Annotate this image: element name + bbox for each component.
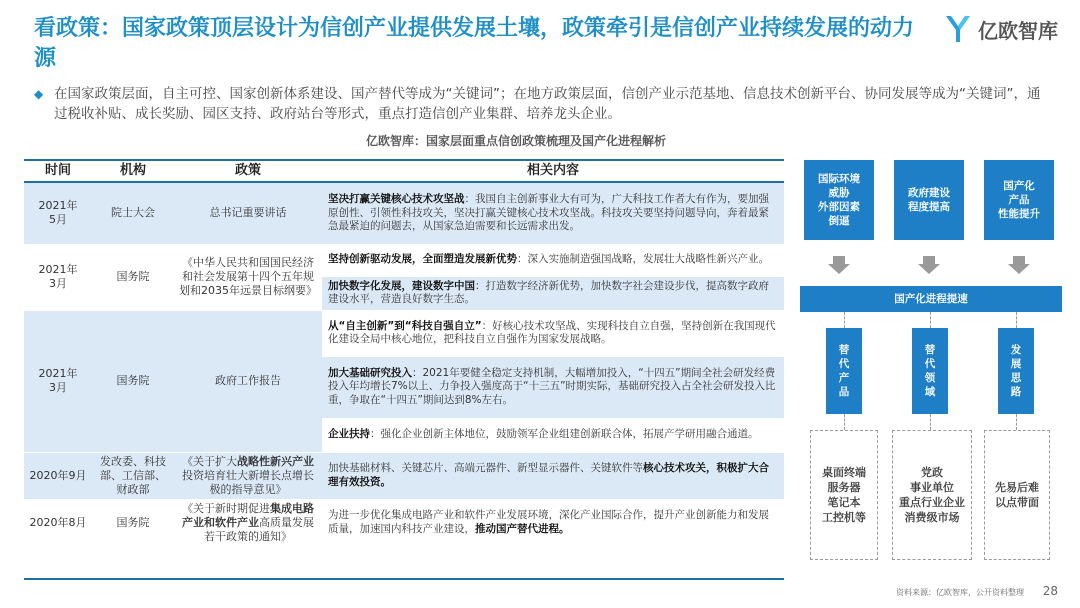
category-box-approach: 发 展 思 路 xyxy=(998,328,1034,414)
content-bold: 推动国产替代进程。 xyxy=(475,522,570,535)
connector-line xyxy=(930,414,931,430)
down-arrow-icon xyxy=(923,256,935,264)
brand-logo xyxy=(944,14,1058,44)
cell-policy: 政府工作报告 xyxy=(174,310,322,452)
cell-org: 发改委、科技部、工信部、财政部 xyxy=(92,452,174,499)
connector-line xyxy=(1016,312,1017,328)
logo-text: 亿欧智库 xyxy=(978,18,1058,43)
cell-content xyxy=(322,356,784,418)
content-text: ：2021年要健全稳定支持机制，大幅增加投入，“十四五”期间全社会研发经费投入年均增长7%以上、力争投入强度高于“十三五”时期实际，基础研究投入占全社会研发投入比重，争取在“十四五”期间达到8%左右。 xyxy=(328,366,776,406)
header-org: 机构 xyxy=(92,160,174,182)
policy-bold: 战略性新兴产业 xyxy=(237,454,314,468)
table-title: 亿欧智库：国家层面重点信创政策梳理及国产化进程解析 xyxy=(366,134,667,148)
cell-content xyxy=(322,276,784,310)
category-box-products: 替 代 产 品 xyxy=(826,328,862,414)
category-box-fields: 替 代 领 域 xyxy=(912,328,948,414)
policy-text: 高质量发展若干政策的通知》 xyxy=(204,515,314,543)
diamond-bullet-icon: ◆ xyxy=(34,87,44,101)
cell-org: 国务院 xyxy=(92,244,174,310)
driver-box-performance: 国产化 产品 性能提升 xyxy=(984,160,1054,240)
content-text: ：好核心技术攻坚战、实现科技自立自强，坚持创新在我国现代化建设全局中核心地位，把科技自立自强作为国家发展战略。 xyxy=(328,319,776,345)
detail-box-products: 桌面终端 服务器 笔记本 工控机等 xyxy=(810,430,878,560)
localization-banner: 国产化进程提速 xyxy=(800,286,1062,312)
header-time: 时间 xyxy=(24,160,92,182)
header-content: 相关内容 xyxy=(322,160,784,182)
cell-time: 2021年 3月 xyxy=(24,310,92,452)
cell-content xyxy=(322,418,784,452)
cell-time: 2021年 5月 xyxy=(24,182,92,244)
content-text: ：我国自主创新事业大有可为，广大科技工作者大有作为，要加强原创性、引领性科技攻关，坚决打赢关键核心技术攻坚战。科技攻关要坚持问题导向，奔着最紧急最紧迫的问题去，从国家急迫需要和长远需求出发。 xyxy=(328,193,769,232)
cell-org: 院士大会 xyxy=(92,182,174,244)
cell-policy xyxy=(174,499,322,546)
cell-content xyxy=(322,244,784,276)
cell-content xyxy=(322,452,784,499)
down-arrow-icon xyxy=(828,264,850,274)
table-row xyxy=(24,452,784,499)
source-note: 资料来源：亿欧智库，公开资料整理 xyxy=(896,588,1024,597)
content-text: ：深入实施制造强国战略，发展壮大战略性新兴产业。 xyxy=(517,253,769,266)
page-number: 28 xyxy=(1042,584,1058,598)
cell-time: 2020年9月 xyxy=(24,452,92,499)
down-arrow-icon xyxy=(833,256,845,264)
header-policy: 政策 xyxy=(174,160,322,182)
content-bold: 坚决打赢关键核心技术攻坚战 xyxy=(328,193,465,205)
content-bold: 坚持创新驱动发展，全面塑造发展新优势 xyxy=(328,253,517,266)
policy-table xyxy=(24,159,784,547)
cell-content xyxy=(322,499,784,546)
cell-content xyxy=(322,310,784,356)
policy-text: 《关于新时期促进 xyxy=(182,501,270,515)
localization-diagram xyxy=(800,158,1062,578)
down-arrow-icon xyxy=(918,264,940,274)
cell-time: 2021年 3月 xyxy=(24,244,92,310)
connector-line xyxy=(1016,414,1017,430)
cell-policy xyxy=(174,452,322,499)
cell-policy: 《中华人民共和国国民经济和社会发展第十四个五年规划和2035年远景目标纲要》 xyxy=(174,244,322,310)
yiou-logo-icon xyxy=(944,14,972,44)
detail-box-approach: 先易后难 以点带面 xyxy=(984,430,1050,560)
driver-box-government: 政府建设 程度提高 xyxy=(894,160,964,240)
table-row xyxy=(24,310,784,356)
table-row xyxy=(24,182,784,244)
content-text: 加快基础材料、关键芯片、高端元器件、新型显示器件、关键软件等 xyxy=(328,462,643,474)
table-row xyxy=(24,244,784,276)
cell-policy: 总书记重要讲话 xyxy=(174,182,322,244)
content-bold: 核心技术攻关，积极扩大合理有效投资。 xyxy=(328,462,769,488)
connector-line xyxy=(844,414,845,430)
policy-text: 《关于扩大 xyxy=(182,454,237,468)
cell-content xyxy=(322,182,784,244)
down-arrow-icon xyxy=(1008,264,1030,274)
policy-text: 投资培育壮大新增长点增长极的指导意见》 xyxy=(182,468,314,496)
table-row xyxy=(24,499,784,546)
detail-box-fields: 党政 事业单位 重点行业企业 消费级市场 xyxy=(892,430,972,560)
cell-time: 2020年8月 xyxy=(24,499,92,546)
table-bottom-rule xyxy=(24,578,784,580)
content-bold: 加快数字化发展，建设数字中国 xyxy=(328,279,475,292)
driver-box-international: 国际环境 威胁 外部因素 倒逼 xyxy=(804,160,874,240)
down-arrow-icon xyxy=(1013,256,1025,264)
content-bold: 加大基础研究投入 xyxy=(328,366,412,379)
connector-line xyxy=(844,312,845,328)
summary-text: 在国家政策层面，自主可控、国家创新体系建设、国产替代等成为“关键词”；在地方政策层面，信创产业示范基地、信息技术创新平台、协同发展等成为“关键词”，通过税收补贴、成长奖励、园区支持、政府站台等形式，重点打造信创产业集群、培养龙头企业。 xyxy=(54,86,1041,122)
summary-bullet xyxy=(34,84,1044,124)
content-text: ：强化企业创新主体地位，鼓励领军企业组建创新联合体，拓展产学研用融合通道。 xyxy=(370,428,759,441)
cell-org: 国务院 xyxy=(92,499,174,546)
page-title: 看政策：国家政策顶层设计为信创产业提供发展土壤，政策牵引是信创产业持续发展的动力源 xyxy=(34,16,915,71)
content-bold: 企业扶持 xyxy=(328,428,370,441)
content-bold: 从“自主创新”到“科技自强自立” xyxy=(328,319,482,332)
cell-org: 国务院 xyxy=(92,310,174,452)
content-text: 为进一步优化集成电路产业和软件产业发展环境，深化产业国际合作，提升产业创新能力和发展质量，加速国内科技产业建设， xyxy=(328,509,769,535)
connector-line xyxy=(930,312,931,328)
table-header-row xyxy=(24,160,784,182)
policy-bold: 集成电路产业和软件产业 xyxy=(182,501,314,529)
content-text: ：打造数字经济新优势，加快数字社会建设步伐，提高数字政府建设水平，营造良好数字生态。 xyxy=(328,279,769,305)
